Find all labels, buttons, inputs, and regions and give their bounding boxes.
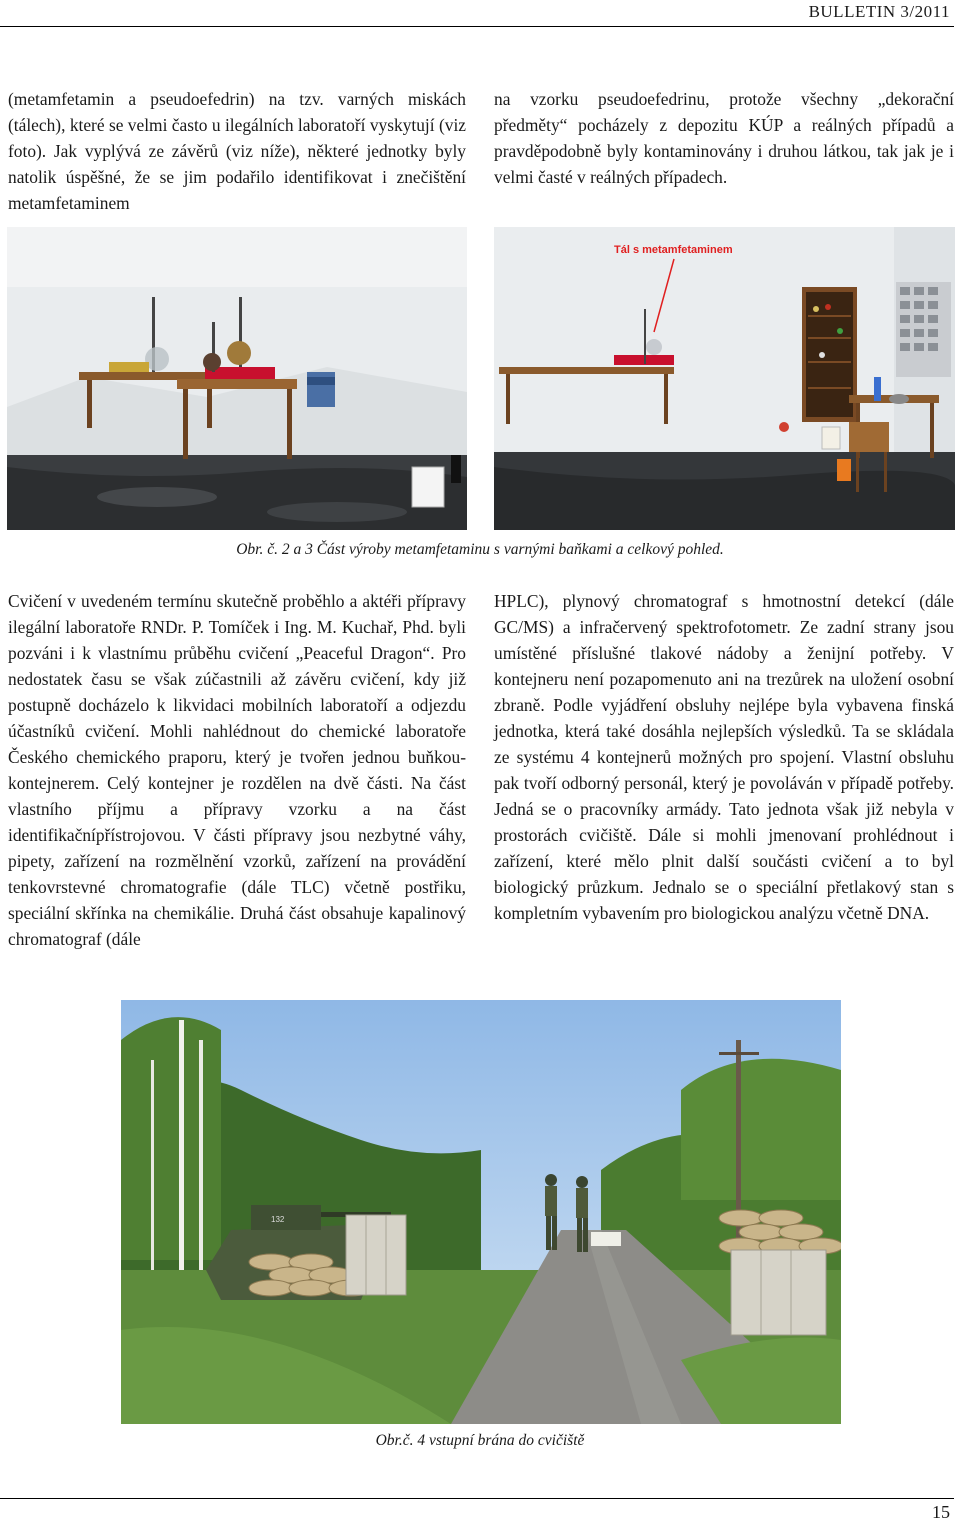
figure-caption-2-3: Obr. č. 2 a 3 Část výroby metamfetaminu s varnými baňkami a celkový pohled. [236, 541, 724, 558]
page-header [0, 0, 954, 27]
paragraph: HPLC), plynový chromatograf s hmotnostní detekcí (dále GC/MS) a infračervený spektrofotometr. Ze zadní strany jsou umístěné příslušné tlakové nádoby a ženijní potřeby. V kontejneru není pozapomenuto ani na trezůrek na uložení osobní zbraně. Podle vyjádření obsluhy nejlépe byla vybavena finská jednotka, která také dosáhla nejlepších výsledků. Ta se skládala ze systému 4 kontejnerů možných pro spojení. Vlastní obsluhu pak tvoří odborný personál, který je povoláván v případě potřeby. Jedná se o pracovníky armády. Tato jednota však již nebyla v prostorách cvičiště. Dále si mohli jmenovaní prohlédnout i zařízení, které mělo plnit další součásti cvičení a to byl biologický průzkum. Jednalo se o speciální přetlakový stan s kompletním vybavením pro biologickou analýzu včetně DNA. [494, 591, 954, 923]
photo-lab-overview [494, 227, 955, 530]
footer-divider [0, 1498, 954, 1499]
paragraph: Cvičení v uvedeném termínu skutečně proběhlo a aktéři přípravy ilegální laboratoře RNDr. P. Tomíček i Ing. M. Kuchař, Phd. byli pozváni i k vlastnímu průběhu cvičení „Peaceful Dragon“. Pro nedostatek času se však zúčastnili až závěru cvičení, kdy již postupně docházelo k likvidaci mobilních laboratoří a odjezdu účastníků cvičení. Mohli nahlédnout do chemické laboratoře Českého chemického praporu, který je tvořen jednou buňkou-kontejnerem. Celý kontejner je rozdělen na dvě části. Na část vlastního příjmu a přípravy vzorku a na část identifikačnípřístrojovou. V části přípravy jsou nezbytné váhy, pipety, zařízení na rozmělnění vzorků, zařízení na provádění tenkovrstevné chromatografie (dále TLC) včetně postřiku, speciální skřínka na chemikálie. Druhá část obsahuje kapalinový chromatograf (dále [8, 591, 466, 949]
text-column-top-left [8, 86, 466, 216]
paragraph: na vzorku pseudoefedrinu, protože všechny „dekorační předměty“ pocházely z depozitu KÚP a reálných případů a pravděpodobně byly kontaminovány i druhou látkou, tak jak je i velmi časté v reálných případech. [494, 89, 954, 187]
bulletin-title: BULLETIN 3/2011 [808, 2, 950, 21]
text-column-top-right [494, 86, 954, 190]
page-number: 15 [932, 1502, 950, 1522]
vehicle-number: 132 [271, 1215, 285, 1224]
photo-entrance-gate [121, 1000, 841, 1424]
text-column-bottom-right [494, 588, 954, 926]
photo-lab-tables [7, 227, 467, 530]
paragraph: (metamfetamin a pseudoefedrin) na tzv. varných miskách (tálech), které se velmi často u ilegálních laboratoří vyskytují (viz foto). Jak vyplývá ze závěrů (viz níže), některé jednotky byly natolik úspěšné, že se jim podařilo identifikovat i znečištění metamfetaminem [8, 89, 466, 213]
photo-label-text: Tál s metamfetaminem [614, 244, 733, 256]
text-column-bottom-left [8, 588, 466, 952]
figure-caption-4: Obr.č. 4 vstupní brána do cvičiště [375, 1432, 585, 1449]
